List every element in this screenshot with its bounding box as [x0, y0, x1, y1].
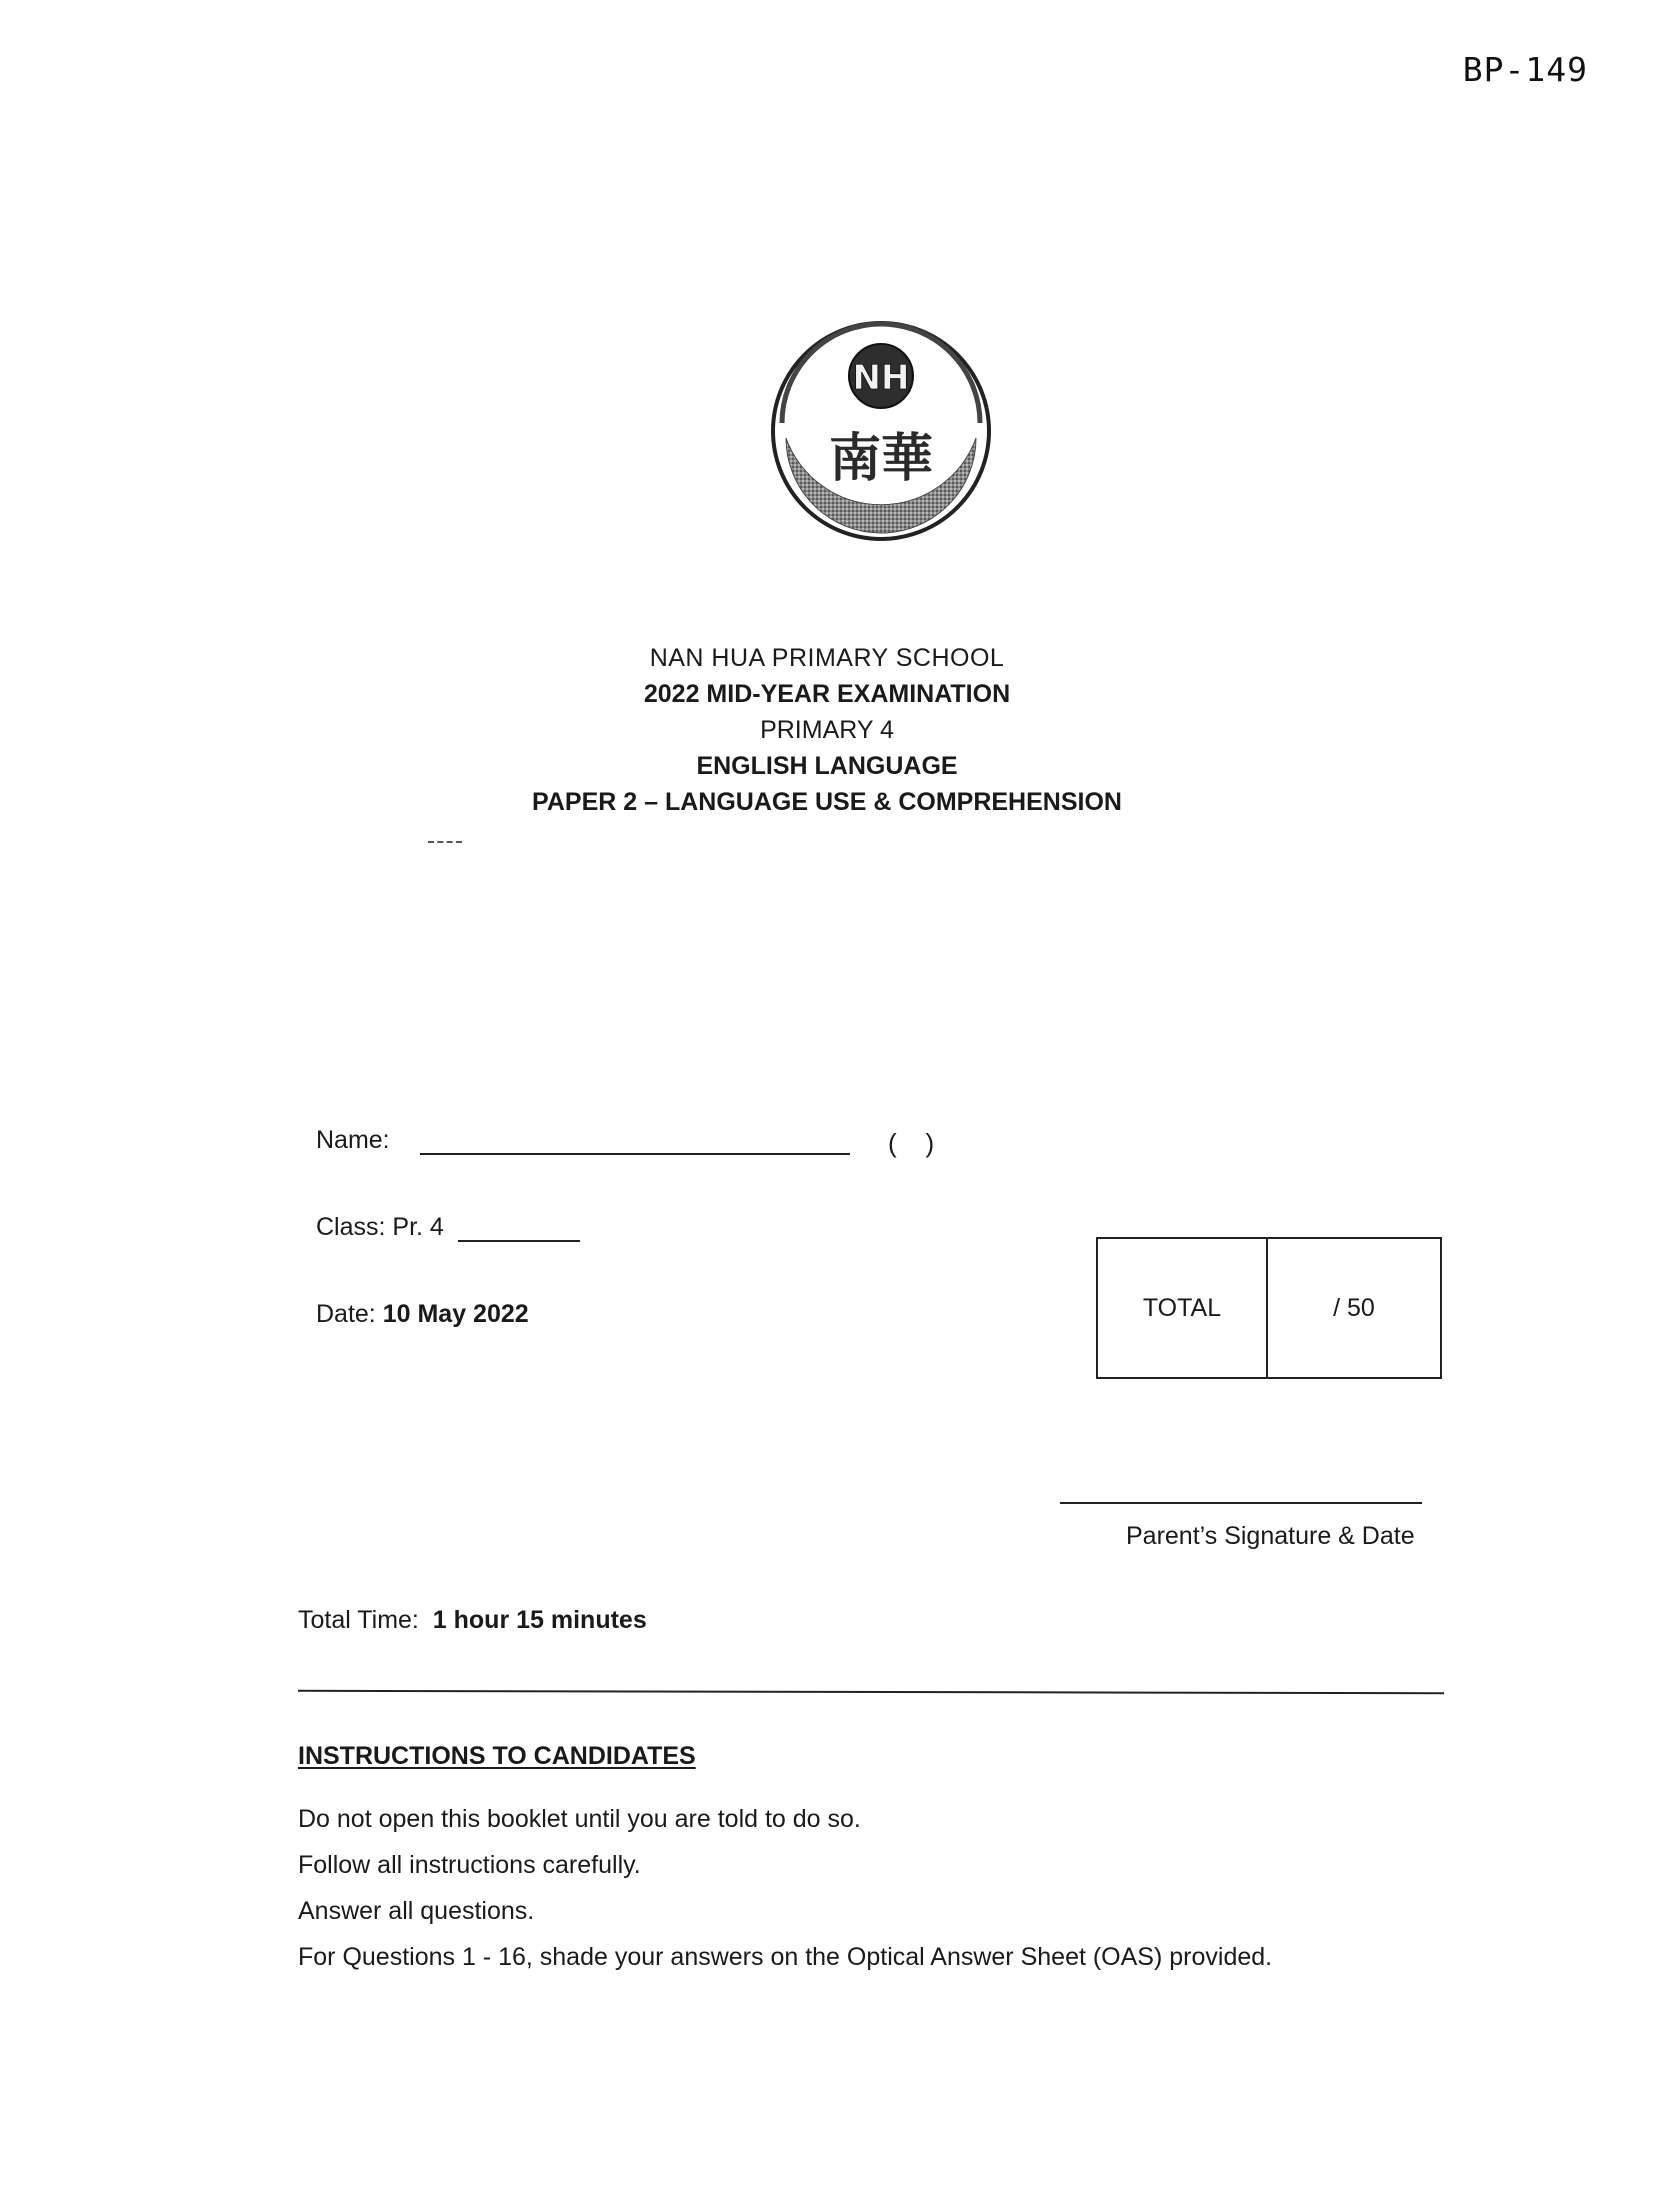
parent-signature-line[interactable]: [1060, 1502, 1422, 1504]
name-input-line[interactable]: [420, 1153, 850, 1155]
subject-title: ENGLISH LANGUAGE: [696, 752, 958, 780]
school-crest-logo: [768, 318, 994, 544]
school-name: NAN HUA PRIMARY SCHOOL: [649, 644, 1005, 672]
exam-header: [0, 640, 1654, 820]
logo-chinese-name: 南華: [828, 429, 934, 489]
date-value: 10 May 2022: [382, 1300, 529, 1328]
instructions-heading: INSTRUCTIONS TO CANDIDATES: [298, 1742, 696, 1770]
exam-title: 2022 MID-YEAR EXAMINATION: [643, 680, 1011, 708]
date-label: Date:: [316, 1300, 376, 1328]
section-divider: [298, 1690, 1444, 1694]
total-score-field[interactable]: / 50: [1333, 1293, 1375, 1322]
instruction-item: Follow all instructions carefully.: [298, 1851, 641, 1879]
document-code: BP-149: [1462, 50, 1588, 89]
total-time: [298, 1606, 647, 1635]
total-time-label: Total Time:: [298, 1606, 419, 1634]
date-field: [316, 1300, 529, 1329]
parent-signature-label: Parent’s Signature & Date: [1126, 1522, 1415, 1550]
instruction-item: Do not open this booklet until you are told to do so.: [298, 1805, 861, 1833]
instruction-item: Answer all questions.: [298, 1897, 535, 1925]
class-input-line[interactable]: [458, 1240, 580, 1242]
total-label: TOTAL: [1098, 1239, 1268, 1377]
paper-title: PAPER 2 – LANGUAGE USE & COMPREHENSION: [532, 788, 1122, 816]
class-label: Class: Pr. 4: [316, 1213, 444, 1241]
level-title: PRIMARY 4: [760, 716, 894, 744]
name-label: Name:: [316, 1126, 390, 1154]
total-time-value: 1 hour 15 minutes: [432, 1606, 647, 1634]
register-number-field[interactable]: ( ): [888, 1128, 935, 1158]
stray-mark: [428, 841, 462, 845]
instruction-item: For Questions 1 - 16, shade your answers on the Optical Answer Sheet (OAS) provided.: [298, 1943, 1273, 1971]
logo-monogram: NH: [852, 358, 910, 398]
total-score-box: [1096, 1237, 1442, 1379]
